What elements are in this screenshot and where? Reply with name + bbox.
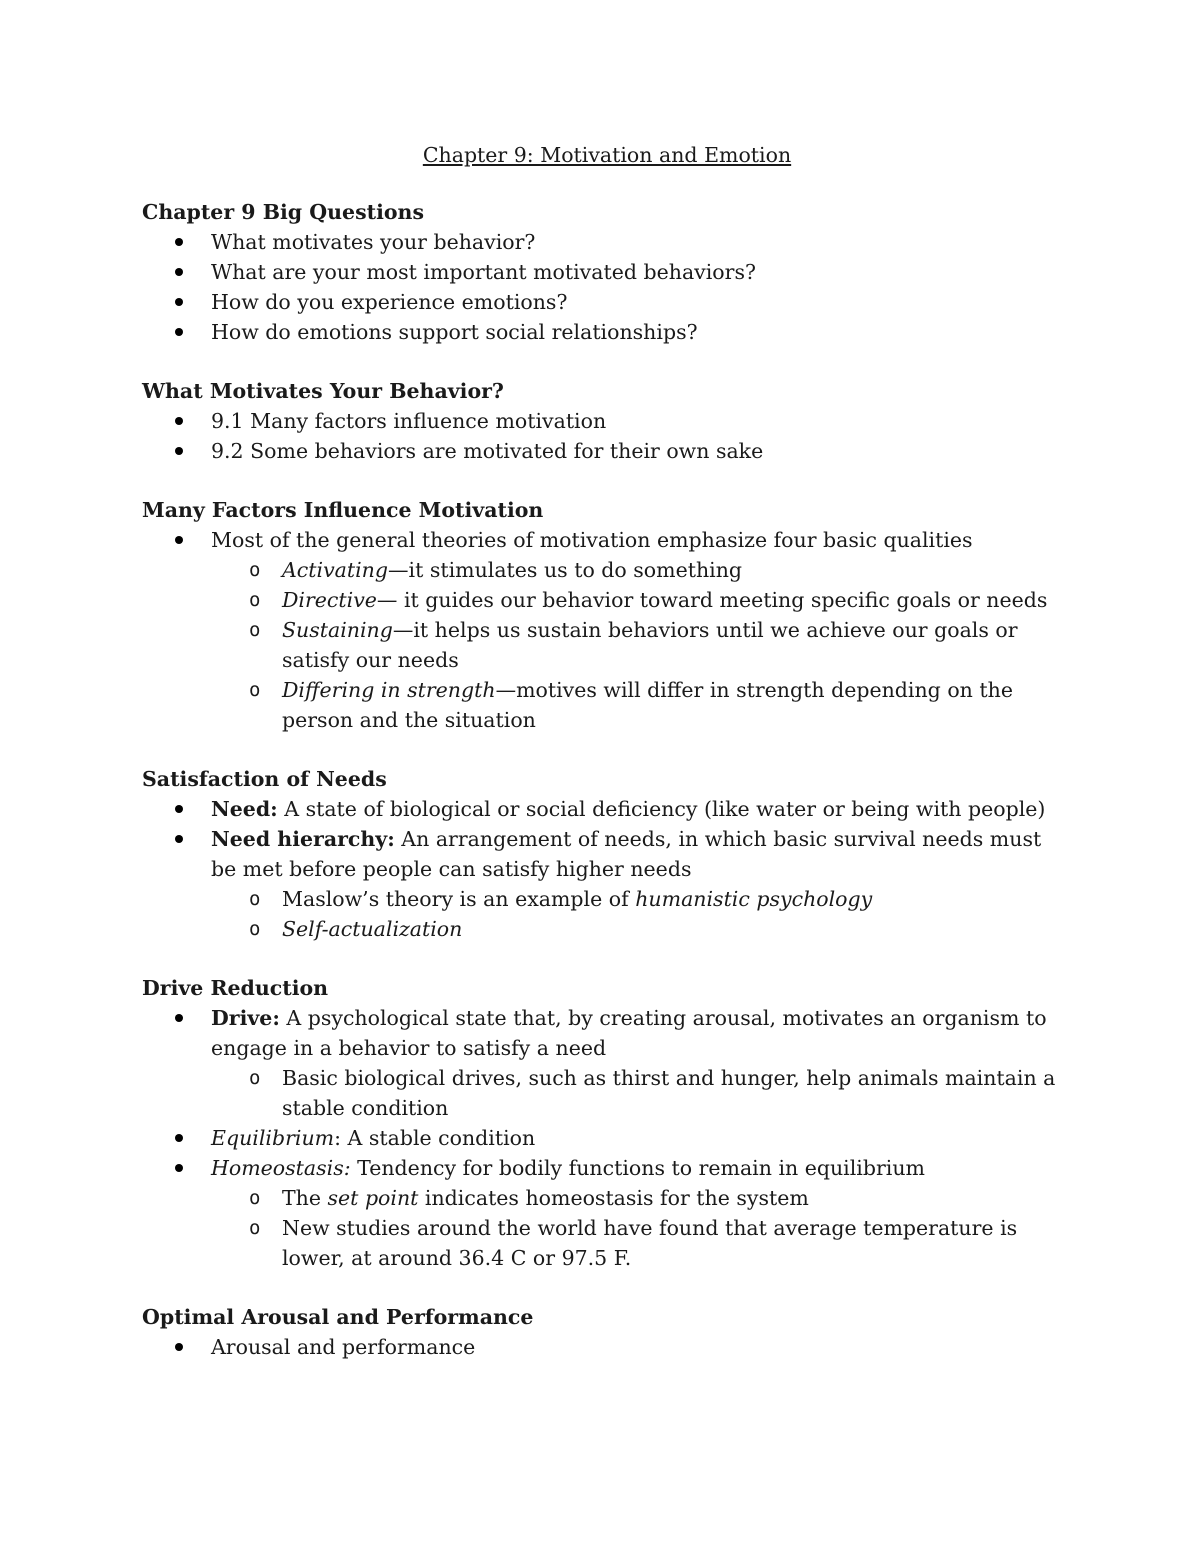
list-item xyxy=(142,406,1072,436)
item-text: —motives will differ in strength depending on the person and the situation xyxy=(282,678,1013,732)
section-heading: What Motivates Your Behavior? xyxy=(142,379,504,403)
section-heading: Satisfaction of Needs xyxy=(142,767,387,791)
section-optimal-arousal xyxy=(142,1302,1072,1362)
list-item xyxy=(142,1332,1072,1362)
item-text: An arrangement of needs, in which basic survival needs must be met before people can satisfy higher needs xyxy=(211,827,1042,881)
bullet-list xyxy=(142,1003,1072,1273)
list-item xyxy=(142,436,1072,466)
list-item xyxy=(142,287,1072,317)
bullet-list xyxy=(142,1332,1072,1362)
item-term: set point xyxy=(327,1186,419,1210)
item-text: —it helps us sustain behaviors until we achieve our goals or satisfy our needs xyxy=(282,618,1018,672)
item-term: Need: xyxy=(211,797,278,821)
item-text: How do you experience emotions? xyxy=(211,290,568,314)
item-text: : A stable condition xyxy=(334,1126,536,1150)
item-text: Arousal and performance xyxy=(211,1335,476,1359)
sub-list-item xyxy=(142,1213,1072,1273)
sub-list-item xyxy=(142,1063,1072,1123)
section-heading: Chapter 9 Big Questions xyxy=(142,200,424,224)
item-text: A state of biological or social deficiency (like water or being with people) xyxy=(277,797,1046,821)
sub-list xyxy=(211,884,1072,944)
item-text: New studies around the world have found that average temperature is lower, at around 36.4 C or 97.5 F. xyxy=(282,1216,1018,1270)
item-term: humanistic psychology xyxy=(635,887,873,911)
section-heading: Drive Reduction xyxy=(142,976,329,1000)
list-item xyxy=(142,257,1072,287)
sub-list-item xyxy=(142,585,1072,615)
list-item xyxy=(142,1003,1072,1123)
item-text: What are your most important motivated behaviors? xyxy=(211,260,756,284)
sub-list-item xyxy=(142,555,1072,585)
list-item xyxy=(142,317,1072,347)
item-text: What motivates your behavior? xyxy=(211,230,536,254)
section-heading: Many Factors Influence Motivation xyxy=(142,498,544,522)
bullet-list xyxy=(142,227,1072,347)
item-text: — it guides our behavior toward meeting specific goals or needs xyxy=(376,588,1048,612)
section-drive-reduction xyxy=(142,973,1072,1273)
item-text: indicates homeostasis for the system xyxy=(418,1186,809,1210)
item-term: Directive xyxy=(282,588,377,612)
section-big-questions xyxy=(142,197,1072,347)
item-text: How do emotions support social relationships? xyxy=(211,320,698,344)
list-item xyxy=(142,824,1072,944)
item-text: Tendency for bodily functions to remain in equilibrium xyxy=(350,1156,925,1180)
list-item xyxy=(142,227,1072,257)
item-text: The xyxy=(282,1186,328,1210)
section-heading: Optimal Arousal and Performance xyxy=(142,1305,534,1329)
item-term: Need hierarchy: xyxy=(211,827,395,851)
item-text: 9.2 Some behaviors are motivated for their own sake xyxy=(211,439,764,463)
section-what-motivates xyxy=(142,376,1072,466)
bullet-list xyxy=(142,794,1072,944)
item-term: Homeostasis: xyxy=(211,1156,351,1180)
item-text: Most of the general theories of motivation emphasize four basic qualities xyxy=(211,528,973,552)
sub-list-item xyxy=(142,884,1072,914)
sub-list-item xyxy=(142,1183,1072,1213)
item-text: Basic biological drives, such as thirst and hunger, help animals maintain a stable condition xyxy=(282,1066,1056,1120)
item-term: Self-actualization xyxy=(282,917,463,941)
sub-list xyxy=(211,1183,1072,1273)
item-term: Equilibrium xyxy=(211,1126,335,1150)
section-satisfaction-of-needs xyxy=(142,764,1072,944)
section-many-factors xyxy=(142,495,1072,735)
item-text: Maslow’s theory is an example of xyxy=(282,887,636,911)
item-term: Drive: xyxy=(211,1006,280,1030)
sub-list xyxy=(211,555,1072,735)
list-item xyxy=(142,1123,1072,1153)
sub-list xyxy=(211,1063,1072,1123)
document-title: Chapter 9: Motivation and Emotion xyxy=(422,143,792,167)
list-item xyxy=(142,1153,1072,1273)
item-term: Sustaining xyxy=(282,618,393,642)
item-text: —it stimulates us to do something xyxy=(388,558,743,582)
list-item xyxy=(142,525,1072,735)
sub-list-item xyxy=(142,615,1072,675)
list-item xyxy=(142,794,1072,824)
bullet-list xyxy=(142,525,1072,735)
document-page xyxy=(142,140,1072,1391)
item-term: Activating xyxy=(282,558,389,582)
bullet-list xyxy=(142,406,1072,466)
sub-list-item xyxy=(142,675,1072,735)
item-text: A psychological state that, by creating arousal, motivates an organism to engage in a behavior to satisfy a need xyxy=(211,1006,1047,1060)
item-term: Differing in strength xyxy=(282,678,496,702)
sub-list-item xyxy=(142,914,1072,944)
item-text: 9.1 Many factors influence motivation xyxy=(211,409,607,433)
